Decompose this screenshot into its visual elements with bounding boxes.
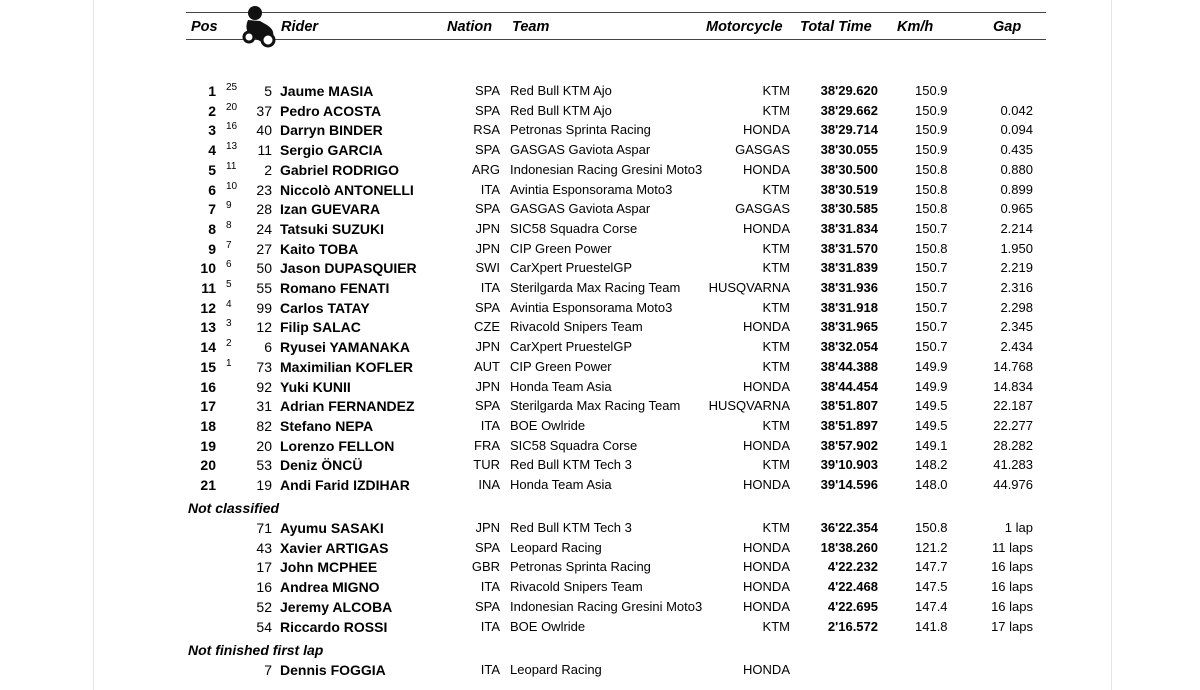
result-position: 12: [200, 299, 216, 316]
result-position: 7: [208, 201, 216, 218]
rider-name: John MCPHEE: [280, 559, 378, 576]
motorcycle-make: HONDA: [743, 378, 790, 394]
rider-number: 73: [256, 358, 272, 375]
team-name: Sterilgarda Max Racing Team: [510, 280, 681, 295]
table-row: [0, 617, 1200, 637]
championship-points: 20: [226, 101, 238, 113]
time-gap: 0.899: [1000, 181, 1033, 197]
rider-name: Carlos TATAY: [280, 299, 370, 316]
team-name: Red Bull KTM Ajo: [510, 102, 612, 118]
rider-name: Xavier ARTIGAS: [280, 539, 389, 556]
table-row: [0, 219, 1200, 239]
championship-points: 7: [226, 239, 232, 251]
rider-nation: SPA: [474, 102, 500, 118]
rider-number: 2: [264, 161, 272, 178]
average-speed: 150.9: [915, 83, 948, 98]
time-gap: 41.283: [993, 457, 1033, 473]
rider-number: 27: [256, 240, 272, 257]
motorcycle-make: HONDA: [743, 559, 790, 575]
team-name: CarXpert PruestelGP: [510, 260, 633, 276]
motorcycle-make: HONDA: [743, 662, 790, 677]
team-name: Red Bull KTM Tech 3: [510, 457, 632, 473]
motorcycle-rider-icon: [240, 4, 280, 48]
championship-points: 1: [226, 357, 232, 369]
total-time: 4'22.468: [827, 579, 878, 595]
rider-nation: RSA: [473, 122, 500, 138]
rider-name: Izan GUEVARA: [280, 201, 381, 218]
header-top-rule: [186, 12, 1046, 13]
championship-points: 8: [226, 219, 232, 231]
table-row: [0, 396, 1200, 416]
rider-number: 17: [256, 559, 272, 576]
header-gap: Gap: [993, 19, 1022, 35]
table-row: [0, 81, 1200, 101]
rider-number: 19: [256, 477, 272, 493]
rider-name: Jaume MASIA: [280, 83, 374, 99]
total-time: 38'44.454: [820, 378, 878, 394]
rider-nation: ITA: [480, 280, 500, 295]
header-total-time: Total Time: [800, 19, 872, 35]
rider-nation: SPA: [474, 299, 500, 315]
table-row: [0, 577, 1200, 597]
rider-number: 43: [256, 539, 272, 556]
time-gap: 2.345: [1000, 319, 1033, 335]
total-time: 38'57.902: [820, 437, 878, 453]
header-motorcycle: Motorcycle: [706, 19, 783, 35]
team-name: SIC58 Squadra Corse: [510, 220, 638, 236]
result-position: 13: [200, 319, 216, 336]
team-name: BOE Owlride: [510, 417, 586, 433]
result-position: 8: [208, 220, 216, 237]
rider-name: Jason DUPASQUIER: [280, 260, 417, 277]
total-time: 4'22.695: [827, 598, 878, 614]
average-speed: 147.5: [915, 579, 948, 595]
team-name: Honda Team Asia: [510, 477, 612, 492]
average-speed: 149.5: [915, 417, 948, 433]
team-name: SIC58 Squadra Corse: [510, 437, 638, 453]
rider-nation: SPA: [474, 142, 500, 158]
time-gap: 11 laps: [992, 539, 1033, 555]
table-row: [0, 317, 1200, 337]
table-row: [0, 140, 1200, 160]
rider-name: Sergio GARCIA: [280, 142, 383, 159]
table-row: [0, 597, 1200, 617]
total-time: 38'30.055: [820, 142, 878, 158]
motorcycle-make: HONDA: [743, 161, 790, 177]
header-kmh: Km/h: [897, 19, 934, 35]
rider-nation: JPN: [475, 520, 500, 535]
motorcycle-make: HONDA: [743, 598, 790, 614]
rider-name: Yuki KUNII: [280, 378, 351, 395]
motorcycle-make: HUSQVARNA: [708, 398, 790, 414]
time-gap: 1 lap: [1004, 520, 1033, 535]
result-position: 18: [200, 417, 216, 434]
time-gap: 2.434: [1000, 339, 1033, 355]
rider-number: 37: [256, 102, 272, 119]
table-row: [0, 160, 1200, 180]
team-name: Red Bull KTM Tech 3: [510, 520, 632, 535]
result-position: 20: [200, 457, 216, 474]
result-position: 1: [208, 83, 216, 99]
team-name: Honda Team Asia: [510, 378, 612, 394]
total-time: 38'51.897: [820, 417, 878, 433]
average-speed: 147.7: [915, 559, 948, 575]
total-time: 38'32.054: [820, 339, 878, 355]
rider-number: 6: [264, 339, 272, 356]
table-row: [0, 455, 1200, 475]
rider-name: Andi Farid IZDIHAR: [280, 477, 410, 493]
header-team: Team: [512, 19, 550, 35]
championship-points: 4: [226, 298, 232, 310]
result-position: 15: [200, 358, 216, 375]
total-time: 38'31.918: [820, 299, 878, 315]
team-name: Indonesian Racing Gresini Moto3: [510, 598, 703, 614]
average-speed: 149.9: [915, 378, 948, 394]
average-speed: 150.8: [915, 520, 948, 535]
rider-name: Romano FENATI: [280, 280, 390, 296]
total-time: 38'30.585: [820, 201, 878, 217]
rider-name: Jeremy ALCOBA: [280, 598, 393, 615]
table-row: [0, 416, 1200, 436]
time-gap: 0.042: [1000, 102, 1033, 118]
rider-number: 82: [256, 417, 272, 434]
rider-nation: SPA: [474, 201, 500, 217]
rider-nation: SPA: [474, 398, 500, 414]
rider-name: Dennis FOGGIA: [280, 662, 386, 678]
result-position: 14: [200, 339, 216, 356]
time-gap: 2.316: [1000, 280, 1033, 295]
team-name: CIP Green Power: [510, 358, 612, 374]
rider-name: Maximilian KOFLER: [280, 358, 414, 375]
total-time: 36'22.354: [820, 520, 878, 535]
motorcycle-make: GASGAS: [735, 142, 790, 158]
championship-points: 2: [226, 338, 232, 350]
motorcycle-make: HONDA: [743, 122, 790, 138]
rider-nation: ITA: [480, 579, 500, 595]
team-name: BOE Owlride: [510, 618, 586, 634]
result-position: 3: [208, 122, 216, 139]
result-position: 2: [208, 102, 216, 119]
team-name: Indonesian Racing Gresini Moto3: [510, 161, 703, 177]
total-time: 38'29.620: [820, 83, 878, 98]
rider-number: 31: [256, 398, 272, 415]
rider-nation: ARG: [471, 161, 500, 177]
rider-name: Niccolò ANTONELLI: [280, 181, 414, 198]
team-name: Leopard Racing: [510, 539, 602, 555]
time-gap: 0.965: [1000, 201, 1033, 217]
rider-number: 50: [256, 260, 272, 277]
total-time: 38'30.500: [820, 161, 878, 177]
motorcycle-make: KTM: [762, 240, 790, 256]
average-speed: 150.7: [915, 220, 948, 236]
total-time: 2'16.572: [827, 618, 878, 634]
rider-name: Adrian FERNANDEZ: [280, 398, 415, 415]
time-gap: 0.435: [1000, 142, 1033, 158]
team-name: Rivacold Snipers Team: [510, 319, 643, 335]
team-name: Sterilgarda Max Racing Team: [510, 398, 681, 414]
motorcycle-make: KTM: [762, 457, 790, 473]
header-nation: Nation: [447, 19, 493, 35]
rider-number: 53: [256, 457, 272, 474]
rider-nation: INA: [478, 477, 500, 492]
rider-nation: GBR: [471, 559, 500, 575]
rider-nation: FRA: [474, 437, 500, 453]
team-name: CIP Green Power: [510, 240, 612, 256]
team-name: Petronas Sprinta Racing: [510, 559, 651, 575]
table-row: [0, 557, 1200, 577]
table-row: [0, 357, 1200, 377]
championship-points: 16: [226, 121, 238, 133]
rider-number: 24: [256, 220, 272, 237]
time-gap: 0.094: [1000, 122, 1033, 138]
table-row: [0, 538, 1200, 558]
average-speed: 150.7: [915, 280, 948, 295]
average-speed: 149.1: [915, 437, 948, 453]
rider-number: 16: [256, 579, 272, 596]
table-row: [0, 377, 1200, 397]
result-position: 16: [200, 378, 216, 395]
total-time: 39'14.596: [820, 477, 878, 492]
motorcycle-make: HONDA: [743, 437, 790, 453]
rider-nation: JPN: [475, 220, 500, 236]
rider-name: Gabriel RODRIGO: [280, 161, 400, 178]
time-gap: 2.219: [1000, 260, 1033, 276]
table-row: [0, 475, 1200, 495]
rider-name: Deniz ÖNCÜ: [280, 457, 363, 474]
team-name: Rivacold Snipers Team: [510, 579, 643, 595]
rider-nation: ITA: [480, 618, 500, 634]
average-speed: 150.8: [915, 181, 948, 197]
motorcycle-make: KTM: [762, 299, 790, 315]
time-gap: 28.282: [993, 437, 1033, 453]
time-gap: 14.834: [993, 378, 1033, 394]
not-finished-heading: Not finished first lap: [188, 642, 324, 658]
team-name: Petronas Sprinta Racing: [510, 122, 651, 138]
motorcycle-make: KTM: [762, 339, 790, 355]
result-position: 10: [200, 260, 216, 277]
table-row: [0, 258, 1200, 278]
rider-number: 99: [256, 299, 272, 316]
motorcycle-make: KTM: [762, 181, 790, 197]
average-speed: 148.0: [915, 477, 948, 492]
motorcycle-make: HONDA: [743, 477, 790, 492]
total-time: 38'51.807: [820, 398, 878, 414]
total-time: 38'31.965: [820, 319, 878, 335]
championship-points: 6: [226, 259, 232, 271]
table-row: [0, 518, 1200, 538]
team-name: Avintia Esponsorama Moto3: [510, 181, 673, 197]
table-row: [0, 436, 1200, 456]
average-speed: 150.9: [915, 142, 948, 158]
average-speed: 150.8: [915, 201, 948, 217]
total-time: 39'10.903: [820, 457, 878, 473]
result-position: 21: [200, 477, 216, 493]
rider-nation: JPN: [475, 339, 500, 355]
rider-name: Andrea MIGNO: [280, 579, 380, 596]
rider-name: Ayumu SASAKI: [280, 520, 384, 536]
average-speed: 150.7: [915, 299, 948, 315]
result-position: 17: [200, 398, 216, 415]
rider-number: 40: [256, 122, 272, 139]
rider-number: 28: [256, 201, 272, 218]
championship-points: 5: [226, 279, 232, 290]
rider-number: 52: [256, 598, 272, 615]
team-name: CarXpert PruestelGP: [510, 339, 633, 355]
total-time: 38'31.839: [820, 260, 878, 276]
total-time: 38'31.834: [820, 220, 878, 236]
motorcycle-make: HONDA: [743, 319, 790, 335]
motorcycle-make: KTM: [762, 83, 790, 98]
championship-points: 13: [226, 141, 238, 153]
rider-number: 54: [256, 618, 272, 635]
header-rider: Rider: [281, 19, 319, 35]
total-time: 38'31.936: [820, 280, 878, 295]
motorcycle-make: HONDA: [743, 579, 790, 595]
total-time: 18'38.260: [820, 539, 878, 555]
time-gap: 44.976: [993, 477, 1033, 492]
motorcycle-make: HUSQVARNA: [708, 280, 790, 295]
rider-number: 55: [256, 280, 272, 296]
not-classified-heading: Not classified: [188, 500, 280, 516]
average-speed: 150.7: [915, 339, 948, 355]
table-row: [0, 278, 1200, 298]
average-speed: 141.8: [915, 618, 948, 634]
rider-nation: SPA: [474, 598, 500, 614]
result-position: 9: [208, 240, 216, 257]
rider-nation: SPA: [474, 539, 500, 555]
average-speed: 150.8: [915, 161, 948, 177]
rider-nation: ITA: [480, 181, 500, 197]
motorcycle-make: HONDA: [743, 539, 790, 555]
motorcycle-make: GASGAS: [735, 201, 790, 217]
team-name: Leopard Racing: [510, 662, 602, 677]
team-name: GASGAS Gaviota Aspar: [510, 142, 651, 158]
total-time: 38'29.662: [820, 102, 878, 118]
time-gap: 2.214: [1000, 220, 1033, 236]
time-gap: 22.277: [993, 417, 1033, 433]
time-gap: 22.187: [993, 398, 1033, 414]
average-speed: 121.2: [915, 539, 948, 555]
average-speed: 148.2: [915, 457, 948, 473]
rider-name: Tatsuki SUZUKI: [280, 220, 384, 237]
rider-nation: ITA: [480, 662, 500, 677]
championship-points: 25: [226, 82, 238, 93]
team-name: Red Bull KTM Ajo: [510, 83, 612, 98]
average-speed: 150.9: [915, 122, 948, 138]
average-speed: 150.9: [915, 102, 948, 118]
result-position: 4: [208, 142, 216, 159]
table-row: [0, 101, 1200, 121]
rider-name: Riccardo ROSSI: [280, 618, 388, 635]
motorcycle-make: KTM: [762, 520, 790, 535]
result-position: 5: [208, 161, 216, 178]
total-time: 38'29.714: [820, 122, 878, 138]
team-name: GASGAS Gaviota Aspar: [510, 201, 651, 217]
team-name: Avintia Esponsorama Moto3: [510, 299, 673, 315]
rider-nation: SWI: [475, 260, 500, 276]
average-speed: 147.4: [915, 598, 948, 614]
result-position: 19: [200, 437, 216, 454]
total-time: 4'22.232: [827, 559, 878, 575]
average-speed: 149.9: [915, 358, 948, 374]
motorcycle-make: KTM: [762, 417, 790, 433]
rider-number: 71: [256, 520, 272, 536]
rider-number: 5: [264, 83, 272, 99]
time-gap: 17 laps: [991, 618, 1033, 634]
rider-name: Ryusei YAMANAKA: [280, 339, 410, 356]
rider-number: 23: [256, 181, 272, 198]
total-time: 38'31.570: [820, 240, 878, 256]
table-row: [0, 239, 1200, 259]
time-gap: 14.768: [993, 358, 1033, 374]
rider-nation: AUT: [474, 358, 500, 374]
motorcycle-make: KTM: [762, 102, 790, 118]
time-gap: 16 laps: [991, 579, 1033, 595]
motorcycle-make: KTM: [762, 618, 790, 634]
championship-points: 10: [226, 180, 238, 192]
average-speed: 150.7: [915, 260, 948, 276]
championship-points: 3: [226, 318, 232, 330]
rider-name: Darryn BINDER: [280, 122, 383, 139]
rider-name: Kaito TOBA: [280, 240, 359, 257]
table-row: [0, 180, 1200, 200]
rider-name: Pedro ACOSTA: [280, 102, 382, 119]
motorcycle-make: KTM: [762, 358, 790, 374]
result-position: 11: [201, 280, 216, 296]
average-speed: 150.7: [915, 319, 948, 335]
header-bottom-rule: [186, 39, 1046, 40]
table-row: [0, 199, 1200, 219]
rider-nation: SPA: [474, 83, 500, 98]
rider-name: Stefano NEPA: [280, 417, 374, 434]
motorcycle-make: HONDA: [743, 220, 790, 236]
rider-number: 11: [257, 142, 272, 159]
result-position: 6: [208, 181, 216, 198]
table-row: [0, 337, 1200, 357]
rider-nation: CZE: [474, 319, 500, 335]
rider-number: 20: [256, 437, 272, 454]
time-gap: 1.950: [1000, 240, 1033, 256]
rider-number: 92: [256, 378, 272, 395]
table-row: [0, 660, 1200, 680]
average-speed: 149.5: [915, 398, 948, 414]
rider-nation: JPN: [475, 240, 500, 256]
rider-nation: JPN: [475, 378, 500, 394]
table-row: [0, 298, 1200, 318]
header-pos: Pos: [191, 19, 218, 35]
championship-points: 9: [226, 200, 232, 212]
time-gap: 0.880: [1000, 161, 1033, 177]
rider-name: Filip SALAC: [280, 319, 361, 336]
total-time: 38'30.519: [820, 181, 878, 197]
championship-points: 11: [226, 160, 237, 172]
total-time: 38'44.388: [820, 358, 878, 374]
table-row: [0, 120, 1200, 140]
rider-nation: ITA: [480, 417, 500, 433]
rider-number: 7: [264, 662, 272, 678]
time-gap: 2.298: [1000, 299, 1033, 315]
time-gap: 16 laps: [991, 559, 1033, 575]
rider-nation: TUR: [473, 457, 500, 473]
rider-number: 12: [256, 319, 272, 336]
average-speed: 150.8: [915, 240, 948, 256]
rider-name: Lorenzo FELLON: [280, 437, 395, 454]
motorcycle-make: KTM: [762, 260, 790, 276]
time-gap: 16 laps: [991, 598, 1033, 614]
